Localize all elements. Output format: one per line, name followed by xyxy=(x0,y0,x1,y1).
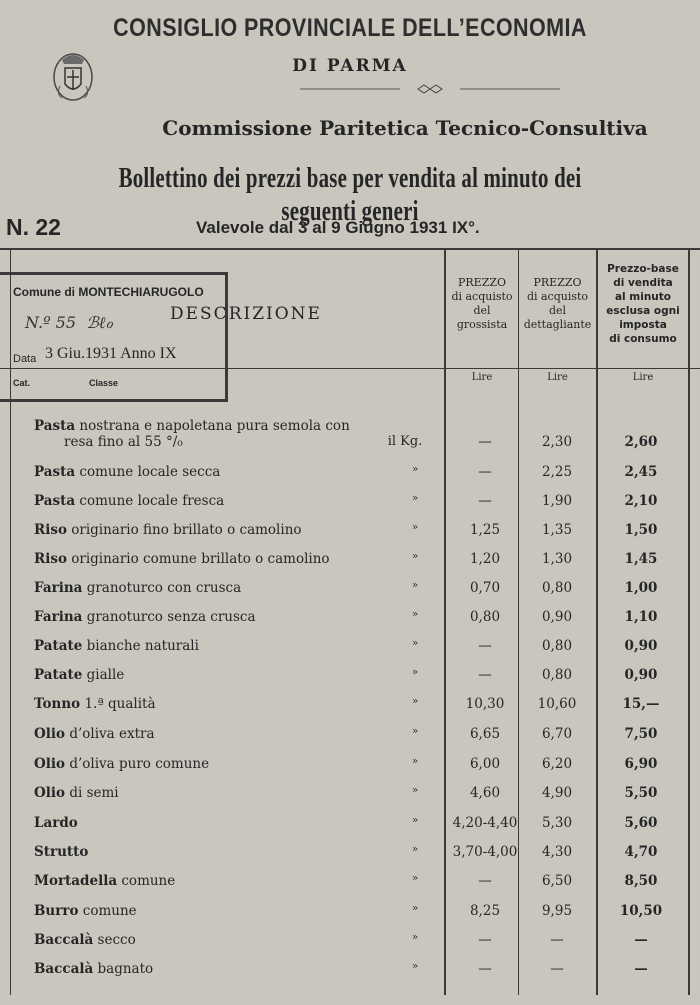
price-base-retail: 1,50 xyxy=(624,522,658,538)
table-row xyxy=(0,464,700,492)
col1-line-4: grossista xyxy=(456,318,508,331)
item-name: Riso xyxy=(34,522,67,538)
org-title: CONSIGLIO PROVINCIALE DELL’ECONOMIA xyxy=(113,14,587,42)
received-stamp xyxy=(0,272,228,402)
unit-lire-2: Lire xyxy=(547,372,568,383)
price-dettagliante: 6,50 xyxy=(541,873,573,889)
item-detail: bagnato xyxy=(97,961,154,977)
item-description xyxy=(34,726,155,742)
col-prezzo-base-header xyxy=(598,262,688,346)
price-base-retail: 5,60 xyxy=(624,815,658,831)
item-description xyxy=(34,418,350,450)
stamp-classe-label: Classe xyxy=(89,378,119,388)
item-name: Mortadella xyxy=(34,873,118,889)
item-name: Tonno xyxy=(34,696,81,712)
price-grossista: — xyxy=(478,493,492,509)
col-dettagliante-header xyxy=(519,276,596,332)
price-grossista: 6,00 xyxy=(469,756,501,772)
col2-line-3: del xyxy=(548,304,567,317)
price-base-retail: 6,90 xyxy=(624,756,658,772)
col1-line-3: del xyxy=(473,304,491,317)
table-row xyxy=(0,726,700,754)
item-unit: » xyxy=(411,873,419,884)
price-dettagliante: 0,80 xyxy=(541,638,573,654)
price-dettagliante: 2,25 xyxy=(541,464,573,480)
item-detail: comune locale secca xyxy=(79,464,221,480)
item-unit: il Kg. xyxy=(387,434,423,449)
price-dettagliante: 4,90 xyxy=(541,785,573,801)
validity-dates: Valevole dal 3 al 9 Giugno 1931 IX°. xyxy=(196,218,480,237)
table-row xyxy=(0,961,700,989)
item-unit: » xyxy=(411,785,419,796)
item-detail: granoturco senza crusca xyxy=(86,609,256,625)
stamp-comune: Comune di MONTECHIARUGOLO xyxy=(13,285,204,299)
coat-of-arms-icon xyxy=(48,46,98,106)
price-base-retail: 1,00 xyxy=(624,580,658,596)
price-base-retail: 8,50 xyxy=(624,873,658,889)
item-description xyxy=(34,464,220,480)
stamp-data-label: Data xyxy=(13,353,37,365)
price-grossista: — xyxy=(478,932,492,948)
price-base-retail: 7,50 xyxy=(624,726,658,742)
item-description xyxy=(34,667,124,683)
price-grossista: 3,70-4,00 xyxy=(452,844,518,860)
item-name: Olio xyxy=(34,785,66,801)
table-row xyxy=(0,815,700,843)
ornament-divider xyxy=(300,82,560,96)
price-base-retail: 1,10 xyxy=(624,609,658,625)
item-detail: originario comune brillato o camolino xyxy=(71,551,330,567)
price-base-retail: — xyxy=(634,932,648,948)
table-row xyxy=(0,696,700,724)
item-name: Farina xyxy=(34,609,83,625)
table-row xyxy=(0,932,700,960)
price-grossista: 6,65 xyxy=(469,726,501,742)
item-detail: bianche naturali xyxy=(86,638,199,654)
col2-line-1: PREZZO xyxy=(533,276,582,289)
commission-title: Commissione Paritetica Tecnico-Consultiva xyxy=(162,116,648,140)
table-row xyxy=(0,418,700,450)
item-unit: » xyxy=(411,493,419,504)
item-unit: » xyxy=(411,580,419,591)
price-base-retail: 15,— xyxy=(622,696,660,712)
table-row xyxy=(0,551,700,579)
item-name: Olio xyxy=(34,756,66,772)
item-description xyxy=(34,580,241,596)
item-unit: » xyxy=(411,932,419,943)
item-name: Baccalà xyxy=(34,932,94,948)
price-grossista: 8,25 xyxy=(469,903,501,919)
item-unit: » xyxy=(411,696,419,707)
item-name: Burro xyxy=(34,903,79,919)
table-row xyxy=(0,638,700,666)
col2-line-4: dettagliante xyxy=(523,318,592,331)
table-row xyxy=(0,756,700,784)
price-grossista: — xyxy=(478,961,492,977)
item-description xyxy=(34,756,209,772)
price-grossista: 4,20-4,40 xyxy=(452,815,518,831)
item-unit: » xyxy=(411,522,419,533)
item-name: Patate xyxy=(34,638,83,654)
col3-line-5: imposta xyxy=(619,319,667,331)
price-grossista: — xyxy=(478,667,492,683)
price-base-retail: 1,45 xyxy=(624,551,658,567)
item-description xyxy=(34,903,137,919)
item-name: Riso xyxy=(34,551,67,567)
item-unit: » xyxy=(411,756,419,767)
price-base-retail: 0,90 xyxy=(624,667,658,683)
item-detail: granoturco con crusca xyxy=(86,580,242,596)
bulletin-title: Bollettino dei prezzi base per vendita al minuto dei seguenti generi xyxy=(118,162,582,227)
price-dettagliante: 5,30 xyxy=(541,815,573,831)
item-description xyxy=(34,873,175,889)
unit-lire-1: Lire xyxy=(471,372,493,383)
description-header: DESCRIZIONE xyxy=(170,304,322,324)
item-description xyxy=(34,844,88,860)
item-description xyxy=(34,785,119,801)
item-name: Lardo xyxy=(34,815,78,831)
item-unit: » xyxy=(411,903,419,914)
price-dettagliante: 9,95 xyxy=(541,903,573,919)
item-detail: gialle xyxy=(86,667,125,683)
price-base-retail: 2,45 xyxy=(624,464,658,480)
item-unit: » xyxy=(411,844,419,855)
table-row xyxy=(0,844,700,872)
item-name: Patate xyxy=(34,667,83,683)
price-dettagliante: 0,80 xyxy=(541,580,573,596)
item-description xyxy=(34,638,199,654)
col3-line-2: di vendita xyxy=(613,277,673,289)
col3-line-4: esclusa ogni xyxy=(606,305,680,317)
price-grossista: — xyxy=(478,638,492,654)
col3-line-3: al minuto xyxy=(614,291,672,303)
item-detail: nostrana e napoletana pura semola con xyxy=(79,418,350,434)
item-detail: 1.ª qualità xyxy=(84,696,156,712)
price-dettagliante: 2,30 xyxy=(541,434,573,450)
price-base-retail: 2,60 xyxy=(624,434,658,450)
table-row xyxy=(0,667,700,695)
table-row xyxy=(0,609,700,637)
stamp-date: 3 Giu.1931 Anno IX xyxy=(45,345,177,362)
item-unit: » xyxy=(411,609,419,620)
col3-line-1: Prezzo-base xyxy=(607,263,679,275)
price-dettagliante: 1,35 xyxy=(541,522,573,538)
price-grossista: 4,60 xyxy=(469,785,501,801)
item-detail: comune xyxy=(82,903,137,919)
table-row xyxy=(0,785,700,813)
col1-line-1: PREZZO xyxy=(457,276,507,289)
price-dettagliante: 1,90 xyxy=(541,493,573,509)
table-row xyxy=(0,522,700,550)
item-unit: » xyxy=(411,667,419,678)
item-description xyxy=(34,522,302,538)
price-dettagliante: — xyxy=(550,932,564,948)
price-dettagliante: 10,60 xyxy=(537,696,577,712)
item-description xyxy=(34,609,256,625)
item-detail: secco xyxy=(97,932,136,948)
item-unit: » xyxy=(411,638,419,649)
item-name: Pasta xyxy=(34,493,76,509)
item-description xyxy=(34,551,330,567)
item-detail: d’oliva extra xyxy=(69,726,155,742)
item-unit: » xyxy=(411,464,419,475)
stamp-cat-label: Cat. xyxy=(13,378,31,388)
item-detail-line-2: resa fino al 55 °/₀ xyxy=(64,434,183,450)
item-name: Baccalà xyxy=(34,961,94,977)
price-dettagliante: — xyxy=(550,961,564,977)
table-row xyxy=(0,493,700,521)
price-grossista: — xyxy=(478,464,492,480)
item-name: Strutto xyxy=(34,844,89,860)
col-grossista-header xyxy=(446,276,518,332)
price-base-retail: — xyxy=(634,961,648,977)
item-unit: » xyxy=(411,815,419,826)
price-dettagliante: 0,90 xyxy=(541,609,573,625)
handwritten-note: N.º 55 ℬℓℴ xyxy=(25,313,113,332)
col2-line-2: di acquisto xyxy=(526,290,589,303)
price-dettagliante: 4,30 xyxy=(541,844,573,860)
price-dettagliante: 6,20 xyxy=(541,756,573,772)
item-description xyxy=(34,815,78,831)
item-description xyxy=(34,696,156,712)
price-grossista: — xyxy=(478,873,492,889)
item-unit: » xyxy=(411,961,419,972)
col1-line-2: di acquisto xyxy=(451,290,513,303)
city-subtitle: DI PARMA xyxy=(292,56,408,76)
price-base-retail: 0,90 xyxy=(624,638,658,654)
item-detail: originario fino brillato o camolino xyxy=(71,522,302,538)
item-name: Farina xyxy=(34,580,83,596)
table-row xyxy=(0,873,700,901)
item-description xyxy=(34,493,224,509)
item-name: Pasta xyxy=(34,464,76,480)
item-detail: di semi xyxy=(69,785,119,801)
price-base-retail: 10,50 xyxy=(619,903,663,919)
item-detail: comune locale fresca xyxy=(79,493,225,509)
price-grossista: — xyxy=(478,434,492,450)
item-description xyxy=(34,961,153,977)
table-row xyxy=(0,903,700,931)
price-grossista: 10,30 xyxy=(465,696,505,712)
price-dettagliante: 6,70 xyxy=(541,726,573,742)
price-grossista: 1,25 xyxy=(469,522,501,538)
price-grossista: 0,70 xyxy=(469,580,501,596)
item-unit: » xyxy=(411,551,419,562)
item-name: Pasta xyxy=(34,418,76,434)
price-base-retail: 4,70 xyxy=(624,844,658,860)
table-top-border xyxy=(0,248,700,250)
price-base-retail: 5,50 xyxy=(624,785,658,801)
item-description xyxy=(34,932,136,948)
item-detail: d’oliva puro comune xyxy=(69,756,210,772)
price-grossista: 1,20 xyxy=(469,551,501,567)
bulletin-number: N. 22 xyxy=(6,214,61,240)
table-row xyxy=(0,580,700,608)
col3-line-6: di consumo xyxy=(609,333,677,345)
price-base-retail: 2,10 xyxy=(624,493,658,509)
price-dettagliante: 0,80 xyxy=(541,667,573,683)
unit-lire-3: Lire xyxy=(632,372,654,383)
price-grossista: 0,80 xyxy=(469,609,501,625)
item-unit: » xyxy=(411,726,419,737)
item-detail: comune xyxy=(121,873,176,889)
item-name: Olio xyxy=(34,726,66,742)
price-dettagliante: 1,30 xyxy=(541,551,573,567)
